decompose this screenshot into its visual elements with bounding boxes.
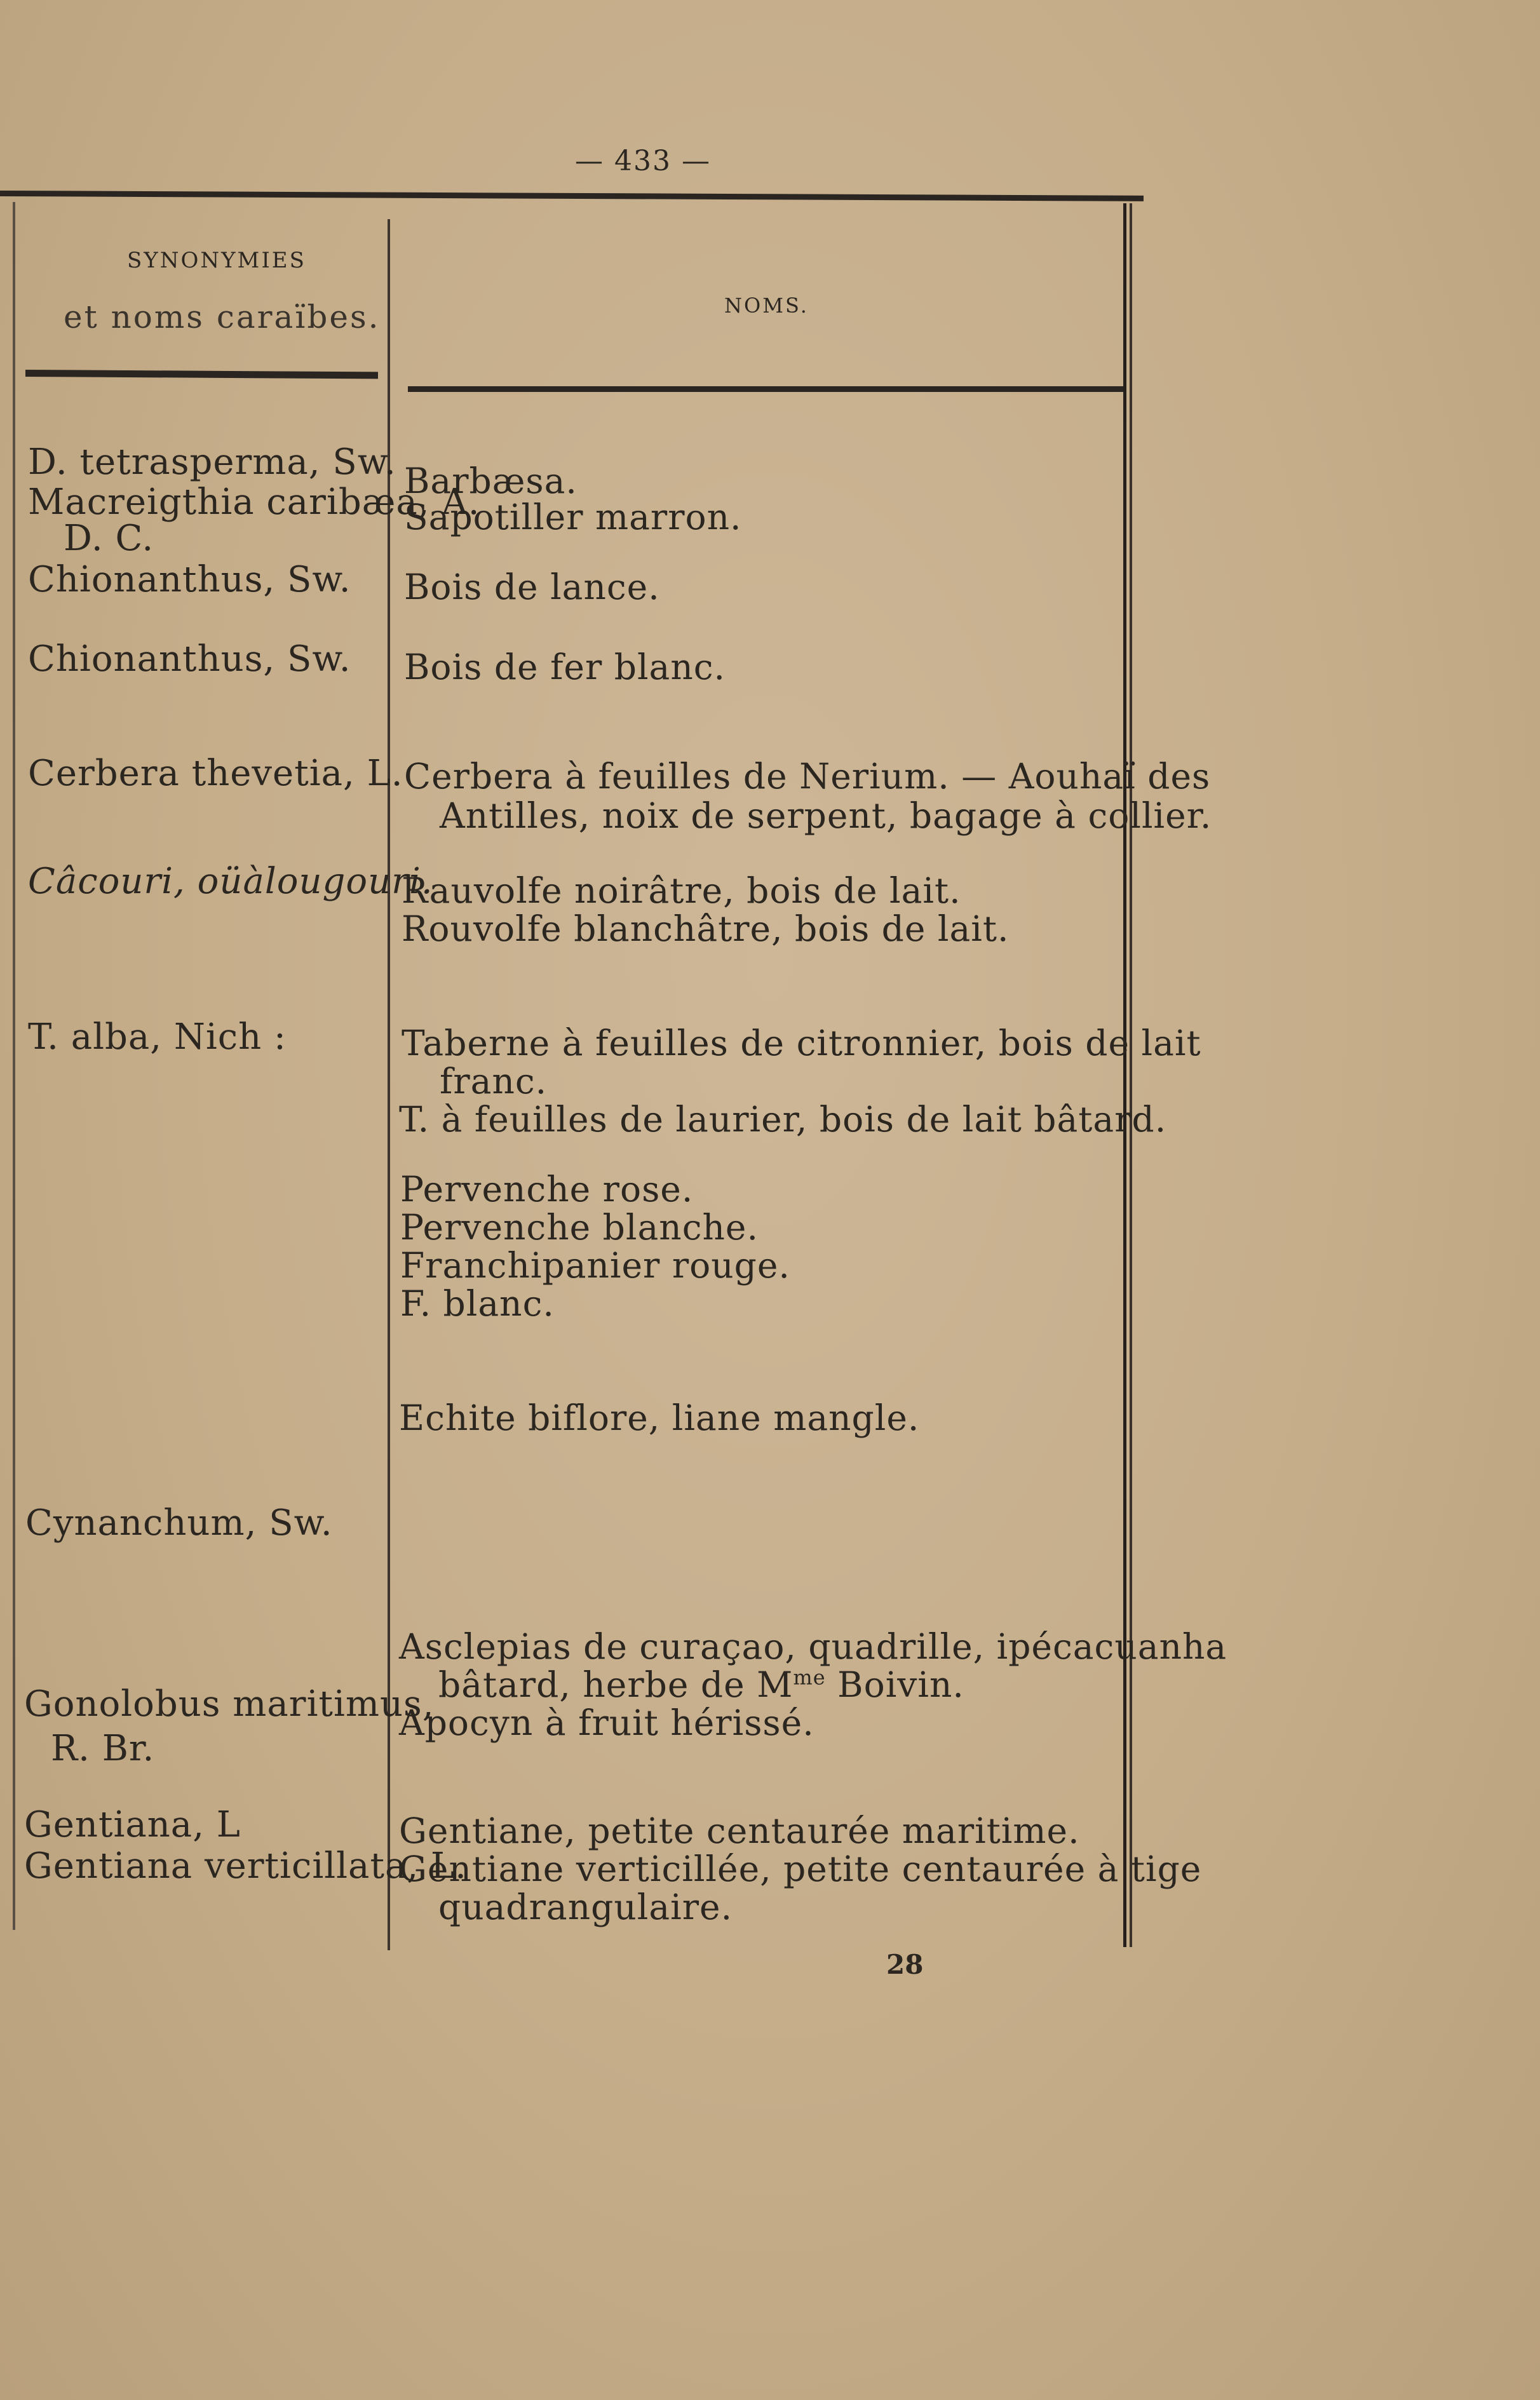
right-entry: Cerbera à feuilles de Nerium. — Aouhaï des xyxy=(404,756,1211,797)
right-vertical-rule-inner xyxy=(1130,203,1132,1947)
left-entry: Gentiana verticillata, L. xyxy=(24,1845,467,1887)
header-synonymies: SYNONYMIES xyxy=(127,248,306,273)
right-entry: Bois de fer blanc. xyxy=(404,647,726,687)
left-entry: R. Br. xyxy=(51,1728,155,1769)
left-entry: Chionanthus, Sw. xyxy=(28,638,351,680)
left-entry: Câcouri, oüàlougouri. xyxy=(28,861,433,902)
right-vertical-rule xyxy=(1123,203,1126,1947)
right-entry: Sapotiller marron. xyxy=(404,497,742,537)
header-divider-right xyxy=(408,386,1123,392)
header-noms-caraibes: et noms caraïbes. xyxy=(64,299,381,335)
left-vertical-rule xyxy=(13,202,15,1930)
right-entry: F. blanc. xyxy=(400,1283,555,1324)
right-entry: Rauvolfe noirâtre, bois de lait. xyxy=(402,870,961,911)
right-entry: bâtard, herbe de $M^{me}$ Boivin. xyxy=(438,1664,964,1705)
left-entry: Gentiana, L xyxy=(24,1804,241,1845)
right-entry: Echite biflore, liane mangle. xyxy=(399,1398,920,1438)
right-entry: Antilles, noix de serpent, bagage à collier. xyxy=(440,795,1212,836)
signature-mark: 28 xyxy=(886,1949,924,1980)
right-entry: Barbæsa. xyxy=(404,461,578,501)
left-entry: D. C. xyxy=(64,518,154,559)
left-entry: Cynanchum, Sw. xyxy=(25,1502,333,1544)
right-entry: Asclepias de curaçao, quadrille, ipécacuanha xyxy=(399,1626,1227,1667)
right-entry: Franchipanier rouge. xyxy=(400,1245,790,1286)
left-entry: Cerbera thevetia, L. xyxy=(28,753,403,794)
left-entry: Gonolobus maritimus, xyxy=(24,1683,435,1725)
right-entry: Bois de lance. xyxy=(404,567,660,607)
right-entry: Gentiane, petite centaurée maritime. xyxy=(399,1810,1080,1851)
right-entry: Pervenche rose. xyxy=(400,1169,694,1210)
right-entry: Pervenche blanche. xyxy=(400,1207,759,1248)
left-entry: D. tetrasperma, Sw. xyxy=(28,442,396,483)
header-noms: NOMS. xyxy=(724,293,809,318)
left-entry: Chionanthus, Sw. xyxy=(28,559,351,600)
left-entry: T. alba, Nich : xyxy=(28,1016,287,1058)
header-divider-left xyxy=(25,370,378,379)
right-entry: franc. xyxy=(440,1061,548,1102)
right-entry: Apocyn à fruit hérissé. xyxy=(399,1702,814,1743)
right-entry: Rouvolfe blanchâtre, bois de lait. xyxy=(402,908,1010,949)
top-rule xyxy=(0,191,1144,201)
left-entry: Macreigthia caribæa, A. xyxy=(28,482,480,523)
right-entry: Taberne à feuilles de citronnier, bois de lait xyxy=(402,1023,1201,1063)
right-entry: T. à feuilles de laurier, bois de lait bâtard. xyxy=(399,1099,1167,1140)
right-entry: quadrangulaire. xyxy=(438,1887,733,1927)
right-entry: Gentiane verticillée, petite centaurée à tige xyxy=(399,1849,1202,1889)
page-number: — 433 — xyxy=(575,145,711,177)
